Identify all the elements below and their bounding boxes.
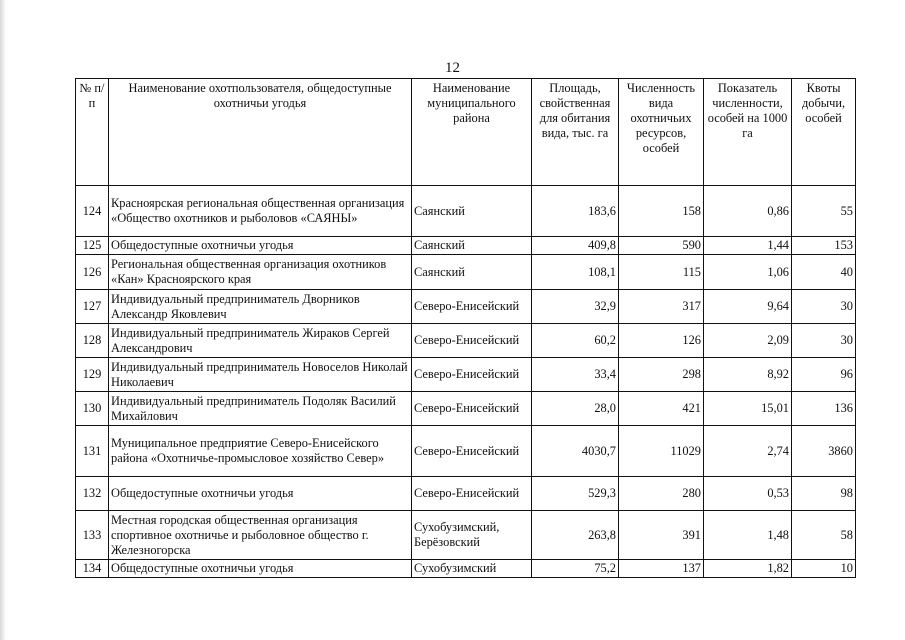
header-density: Показатель численности, особей на 1000 га [704, 79, 792, 186]
row-density: 1,06 [704, 255, 792, 290]
page-number: 12 [445, 60, 460, 76]
row-density: 15,01 [704, 392, 792, 426]
row-density: 0,53 [704, 477, 792, 511]
row-district: Сухобузимский, Берёзовский [412, 511, 532, 560]
row-index: 126 [76, 255, 109, 290]
row-area: 33,4 [532, 358, 619, 392]
row-index: 127 [76, 290, 109, 324]
row-district: Саянский [412, 186, 532, 237]
row-density: 2,09 [704, 324, 792, 358]
row-index: 129 [76, 358, 109, 392]
row-count: 421 [619, 392, 704, 426]
quota-table [75, 78, 856, 578]
row-quota: 153 [792, 237, 856, 255]
row-user-name: Индивидуальный предприниматель Подоляк Василий Михайлович [109, 392, 412, 426]
scan-edge-shadow [0, 0, 6, 640]
row-density: 2,74 [704, 426, 792, 477]
row-quota: 55 [792, 186, 856, 237]
row-count: 590 [619, 237, 704, 255]
row-district: Саянский [412, 237, 532, 255]
row-count: 298 [619, 358, 704, 392]
row-district: Северо-Енисейский [412, 426, 532, 477]
table-row [76, 324, 856, 358]
row-user-name: Индивидуальный предприниматель Новоселов Николай Николаевич [109, 358, 412, 392]
row-user-name: Общедоступные охотничьи угодья [109, 237, 412, 255]
row-density: 9,64 [704, 290, 792, 324]
row-area: 4030,7 [532, 426, 619, 477]
row-area: 409,8 [532, 237, 619, 255]
row-index: 131 [76, 426, 109, 477]
row-district: Северо-Енисейский [412, 358, 532, 392]
row-district: Северо-Енисейский [412, 290, 532, 324]
row-area: 263,8 [532, 511, 619, 560]
row-area: 529,3 [532, 477, 619, 511]
row-count: 126 [619, 324, 704, 358]
row-quota: 98 [792, 477, 856, 511]
row-quota: 40 [792, 255, 856, 290]
row-district: Северо-Енисейский [412, 324, 532, 358]
table-row [76, 358, 856, 392]
table-row [76, 477, 856, 511]
row-index: 128 [76, 324, 109, 358]
row-index: 130 [76, 392, 109, 426]
row-density: 8,92 [704, 358, 792, 392]
row-user-name: Общедоступные охотничьи угодья [109, 560, 412, 578]
row-density: 1,48 [704, 511, 792, 560]
row-area: 32,9 [532, 290, 619, 324]
row-user-name: Индивидуальный предприниматель Жираков Сергей Александрович [109, 324, 412, 358]
table-row [76, 392, 856, 426]
row-area: 60,2 [532, 324, 619, 358]
row-area: 108,1 [532, 255, 619, 290]
row-count: 11029 [619, 426, 704, 477]
row-district: Сухобузимский [412, 560, 532, 578]
row-count: 391 [619, 511, 704, 560]
table-row [76, 290, 856, 324]
row-area: 28,0 [532, 392, 619, 426]
row-district: Северо-Енисейский [412, 477, 532, 511]
row-quota: 58 [792, 511, 856, 560]
row-index: 132 [76, 477, 109, 511]
row-quota: 10 [792, 560, 856, 578]
header-user-name: Наименование охотпользователя, общедоступные охотничьи угодья [109, 79, 412, 186]
header-count: Численность вида охотничьих ресурсов, особей [619, 79, 704, 186]
row-user-name: Региональная общественная организация охотников «Кан» Красноярского края [109, 255, 412, 290]
row-user-name: Местная городская общественная организация спортивное охотничье и рыболовное общество г. Железногорска [109, 511, 412, 560]
header-row [76, 79, 856, 186]
row-area: 75,2 [532, 560, 619, 578]
row-density: 1,44 [704, 237, 792, 255]
table-row [76, 511, 856, 560]
row-density: 0,86 [704, 186, 792, 237]
row-density: 1,82 [704, 560, 792, 578]
table-row [76, 255, 856, 290]
row-count: 158 [619, 186, 704, 237]
row-quota: 136 [792, 392, 856, 426]
row-district: Северо-Енисейский [412, 392, 532, 426]
row-user-name: Общедоступные охотничьи угодья [109, 477, 412, 511]
row-user-name: Индивидуальный предприниматель Дворников Александр Яковлевич [109, 290, 412, 324]
row-district: Саянский [412, 255, 532, 290]
header-index: № п/п [76, 79, 109, 186]
row-index: 125 [76, 237, 109, 255]
row-count: 115 [619, 255, 704, 290]
row-index: 134 [76, 560, 109, 578]
row-index: 124 [76, 186, 109, 237]
row-quota: 30 [792, 290, 856, 324]
row-count: 280 [619, 477, 704, 511]
row-quota: 30 [792, 324, 856, 358]
header-district: Наименование муниципального района [412, 79, 532, 186]
row-quota: 96 [792, 358, 856, 392]
row-count: 137 [619, 560, 704, 578]
row-area: 183,6 [532, 186, 619, 237]
row-count: 317 [619, 290, 704, 324]
table-row [76, 237, 856, 255]
header-area: Площадь, свойственная для обитания вида, тыс. га [532, 79, 619, 186]
row-index: 133 [76, 511, 109, 560]
row-user-name: Муниципальное предприятие Северо-Енисейского района «Охотничье-промысловое хозяйство Север» [109, 426, 412, 477]
row-quota: 3860 [792, 426, 856, 477]
table-row [76, 560, 856, 578]
table-row [76, 426, 856, 477]
row-user-name: Красноярская региональная общественная организация «Общество охотников и рыболовов «САЯНЫ» [109, 186, 412, 237]
table-row [76, 186, 856, 237]
header-quota: Квоты добычи, особей [792, 79, 856, 186]
